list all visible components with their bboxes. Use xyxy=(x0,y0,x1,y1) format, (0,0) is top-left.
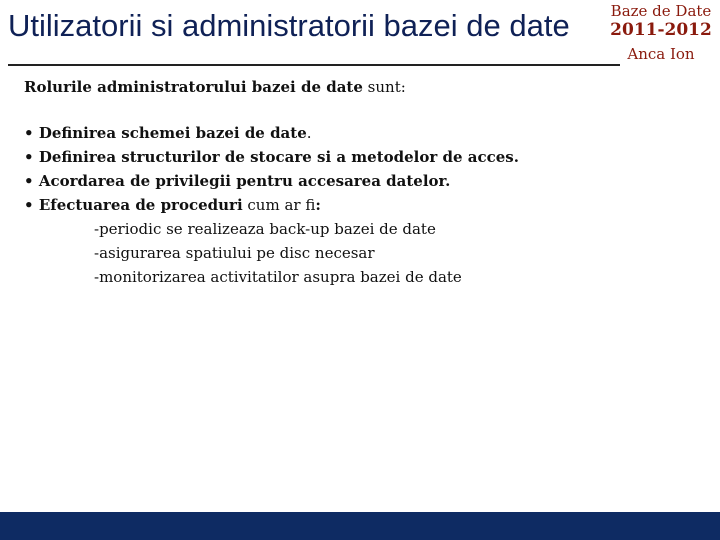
sub-list-item: -asigurarea spatiului pe disc necesar xyxy=(94,244,375,262)
list-item xyxy=(24,121,624,145)
course-author: Anca Ion xyxy=(627,45,695,63)
slide-title: Utilizatorii si administratorii bazei de date xyxy=(8,8,570,43)
intro-bold-text: Rolurile administratorului bazei de date xyxy=(24,78,363,96)
list-item-normal-text: cum ar fi xyxy=(242,196,316,214)
slide-content xyxy=(24,77,624,289)
sub-list-item: -monitorizarea activitatilor asupra bazei de date xyxy=(94,268,462,286)
intro-normal-text: sunt: xyxy=(362,78,406,96)
list-item-bold-text: Efectuarea de proceduri xyxy=(38,196,243,214)
course-info xyxy=(606,2,716,64)
bullet-icon: • xyxy=(24,196,39,214)
roles-list xyxy=(24,121,624,289)
bullet-icon: • xyxy=(24,124,39,142)
sub-list-item: -periodic se realizeaza back-up bazei de date xyxy=(94,220,436,238)
bullet-icon: • xyxy=(24,172,39,190)
procedures-sublist xyxy=(24,217,624,289)
course-year: 2011-2012 xyxy=(610,20,712,40)
list-item-colon: : xyxy=(315,196,321,214)
list-item-bold-text: Acordarea de privilegii pentru accesarea datelor. xyxy=(38,172,451,190)
footer-bar xyxy=(0,512,720,540)
bullet-icon: • xyxy=(24,148,39,166)
intro-line xyxy=(24,77,624,97)
list-item-normal-text: . xyxy=(306,124,312,142)
list-item xyxy=(24,169,624,193)
list-item-bold-text: Definirea structurilor de stocare si a metodelor de acces. xyxy=(38,148,519,166)
list-item xyxy=(24,193,624,289)
list-item-bold-text: Definirea schemei bazei de date xyxy=(38,124,307,142)
title-divider xyxy=(8,64,620,66)
course-name: Baze de Date xyxy=(610,2,712,20)
list-item xyxy=(24,145,624,169)
